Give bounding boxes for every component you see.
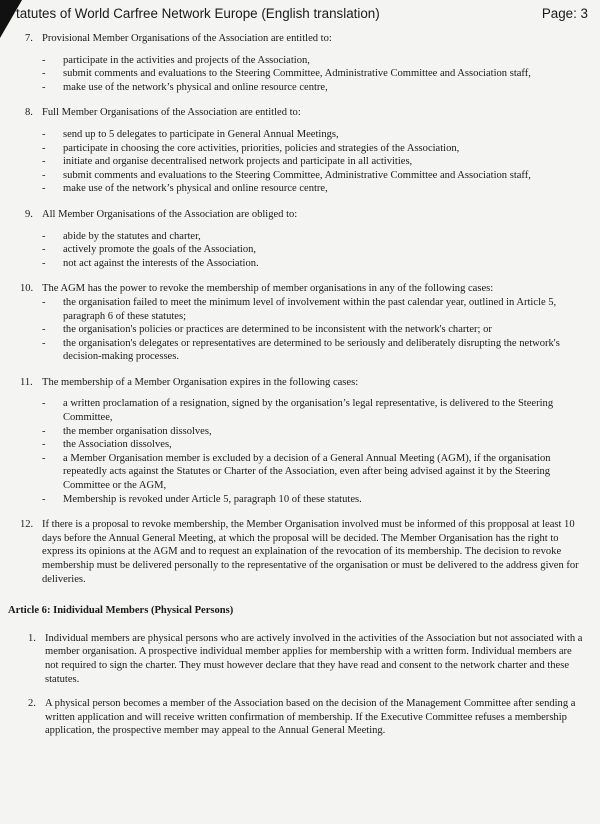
page-number: Page: 3 [541,6,588,21]
clause-number: 7. [25,33,33,44]
clause-number: 8. [25,107,33,119]
bullet-list [42,397,586,506]
article-paragraph-1 [0,632,600,686]
clause-number: 11. [20,376,33,388]
list-item: - participate in choosing the core activities, priorities, policies and strategies of the Association, [42,142,586,156]
document-body [0,32,600,749]
clause-12 [0,518,600,586]
list-item: - the Association dissolves, [42,438,586,452]
list-item: - make use of the network’s physical and online resource centre, [42,81,586,95]
clause-number: 10. [20,283,34,295]
list-item: - a written proclamation of a resignation, signed by the organisation’s legal representative, is delivered to the Steering Committee, [42,397,586,424]
clause-number: 9. [25,208,33,220]
clause-10 [0,282,600,364]
paragraph-number: 2. [28,698,36,710]
clause-text: The membership of a Member Organisation expires in the following cases: [42,376,359,388]
paragraph-text: Individual members are physical persons who are actively involved in the activities of the Association but not associated with a member organisation. A prospective individual member applies for membership with a written form. Individual members are not required to sign the charter. They must however declare that they have read and consent to the network charter and these statutes. [45,632,583,685]
list-item: - actively promote the goals of the Association, [42,243,586,257]
paragraph-number: 1. [28,632,36,644]
list-item: - a Member Organisation member is excluded by a decision of a General Annual Meeting (AGM), if the organisation repeatedly acts against the Statutes or Charter of the Association, even after being advised against it by the Steering Committee or the AGM, [42,452,586,493]
clause-text: Provisional Member Organisations of the Association are entitled to: [42,33,332,44]
list-item: - the organisation's policies or practices are determined to be inconsistent with the network's charter; or [42,323,586,337]
paragraph-text: A physical person becomes a member of the Association based on the decision of the Management Committee after sending a written application and will receive written confirmation of membership. If the Executive Committee refuses a membership application, the prospective member may appeal to the Annual General Meeting. [45,698,576,737]
clause-number: 12. [20,519,34,531]
clause-8 [0,106,600,196]
bullet-list [42,128,586,196]
list-item: - abide by the statutes and charter, [42,230,586,244]
clause-9 [0,208,600,270]
list-item: - Membership is revoked under Article 5, paragraph 10 of these statutes. [42,493,586,507]
clause-text: If there is a proposal to revoke membership, the Member Organisation involved must be informed of this propposal at least 10 days before the Annual General Meeting, at which the proposal will be decided. The Member Organisation has the right to express its opinions at the AGM and to request an explaination of the revocation of its membership. The decision to revoke membership must be delivered personally to the representative of the organisation or must be delivered to the address given for deliveries. [42,519,579,585]
list-item: - send up to 5 delegates to participate in General Annual Meetings, [42,128,586,142]
clause-text: All Member Organisations of the Association are obliged to: [42,208,298,220]
list-item: - make use of the network’s physical and online resource centre, [42,182,586,196]
bullet-list [42,54,586,95]
document-title: tatutes of World Carfree Network Europe (English translation) [16,6,380,21]
page-header [16,6,588,26]
clause-text: Full Member Organisations of the Association are entitled to: [42,107,301,119]
list-item: - initiate and organise decentralised network projects and participate in all activities, [42,155,586,169]
list-item: - participate in the activities and projects of the Association, [42,54,586,68]
bullet-list [42,230,586,271]
list-item: - the organisation failed to meet the minimum level of involvement within the past calendar year, outlined in Article 5, paragraph 6 of these statutes; [42,296,586,323]
list-item: - not act against the interests of the Association. [42,257,586,271]
article-paragraph-2 [0,697,600,738]
article-heading: Article 6: Inidividual Members (Physical Persons) [8,605,234,617]
list-item: - submit comments and evaluations to the Steering Committee, Administrative Committee and Association staff, [42,67,586,81]
list-item: - the member organisation dissolves, [42,425,586,439]
list-item: - submit comments and evaluations to the Steering Committee, Administrative Committee and Association staff, [42,169,586,183]
clause-11 [0,376,600,506]
clause-text: The AGM has the power to revoke the membership of member organisations in any of the following cases: [42,283,494,295]
bullet-list [42,296,586,364]
list-item: - the organisation's delegates or representatives are determined to be seriously and deliberately disrupting the network's decision-making processes. [42,337,586,364]
clause-7 [0,32,600,94]
